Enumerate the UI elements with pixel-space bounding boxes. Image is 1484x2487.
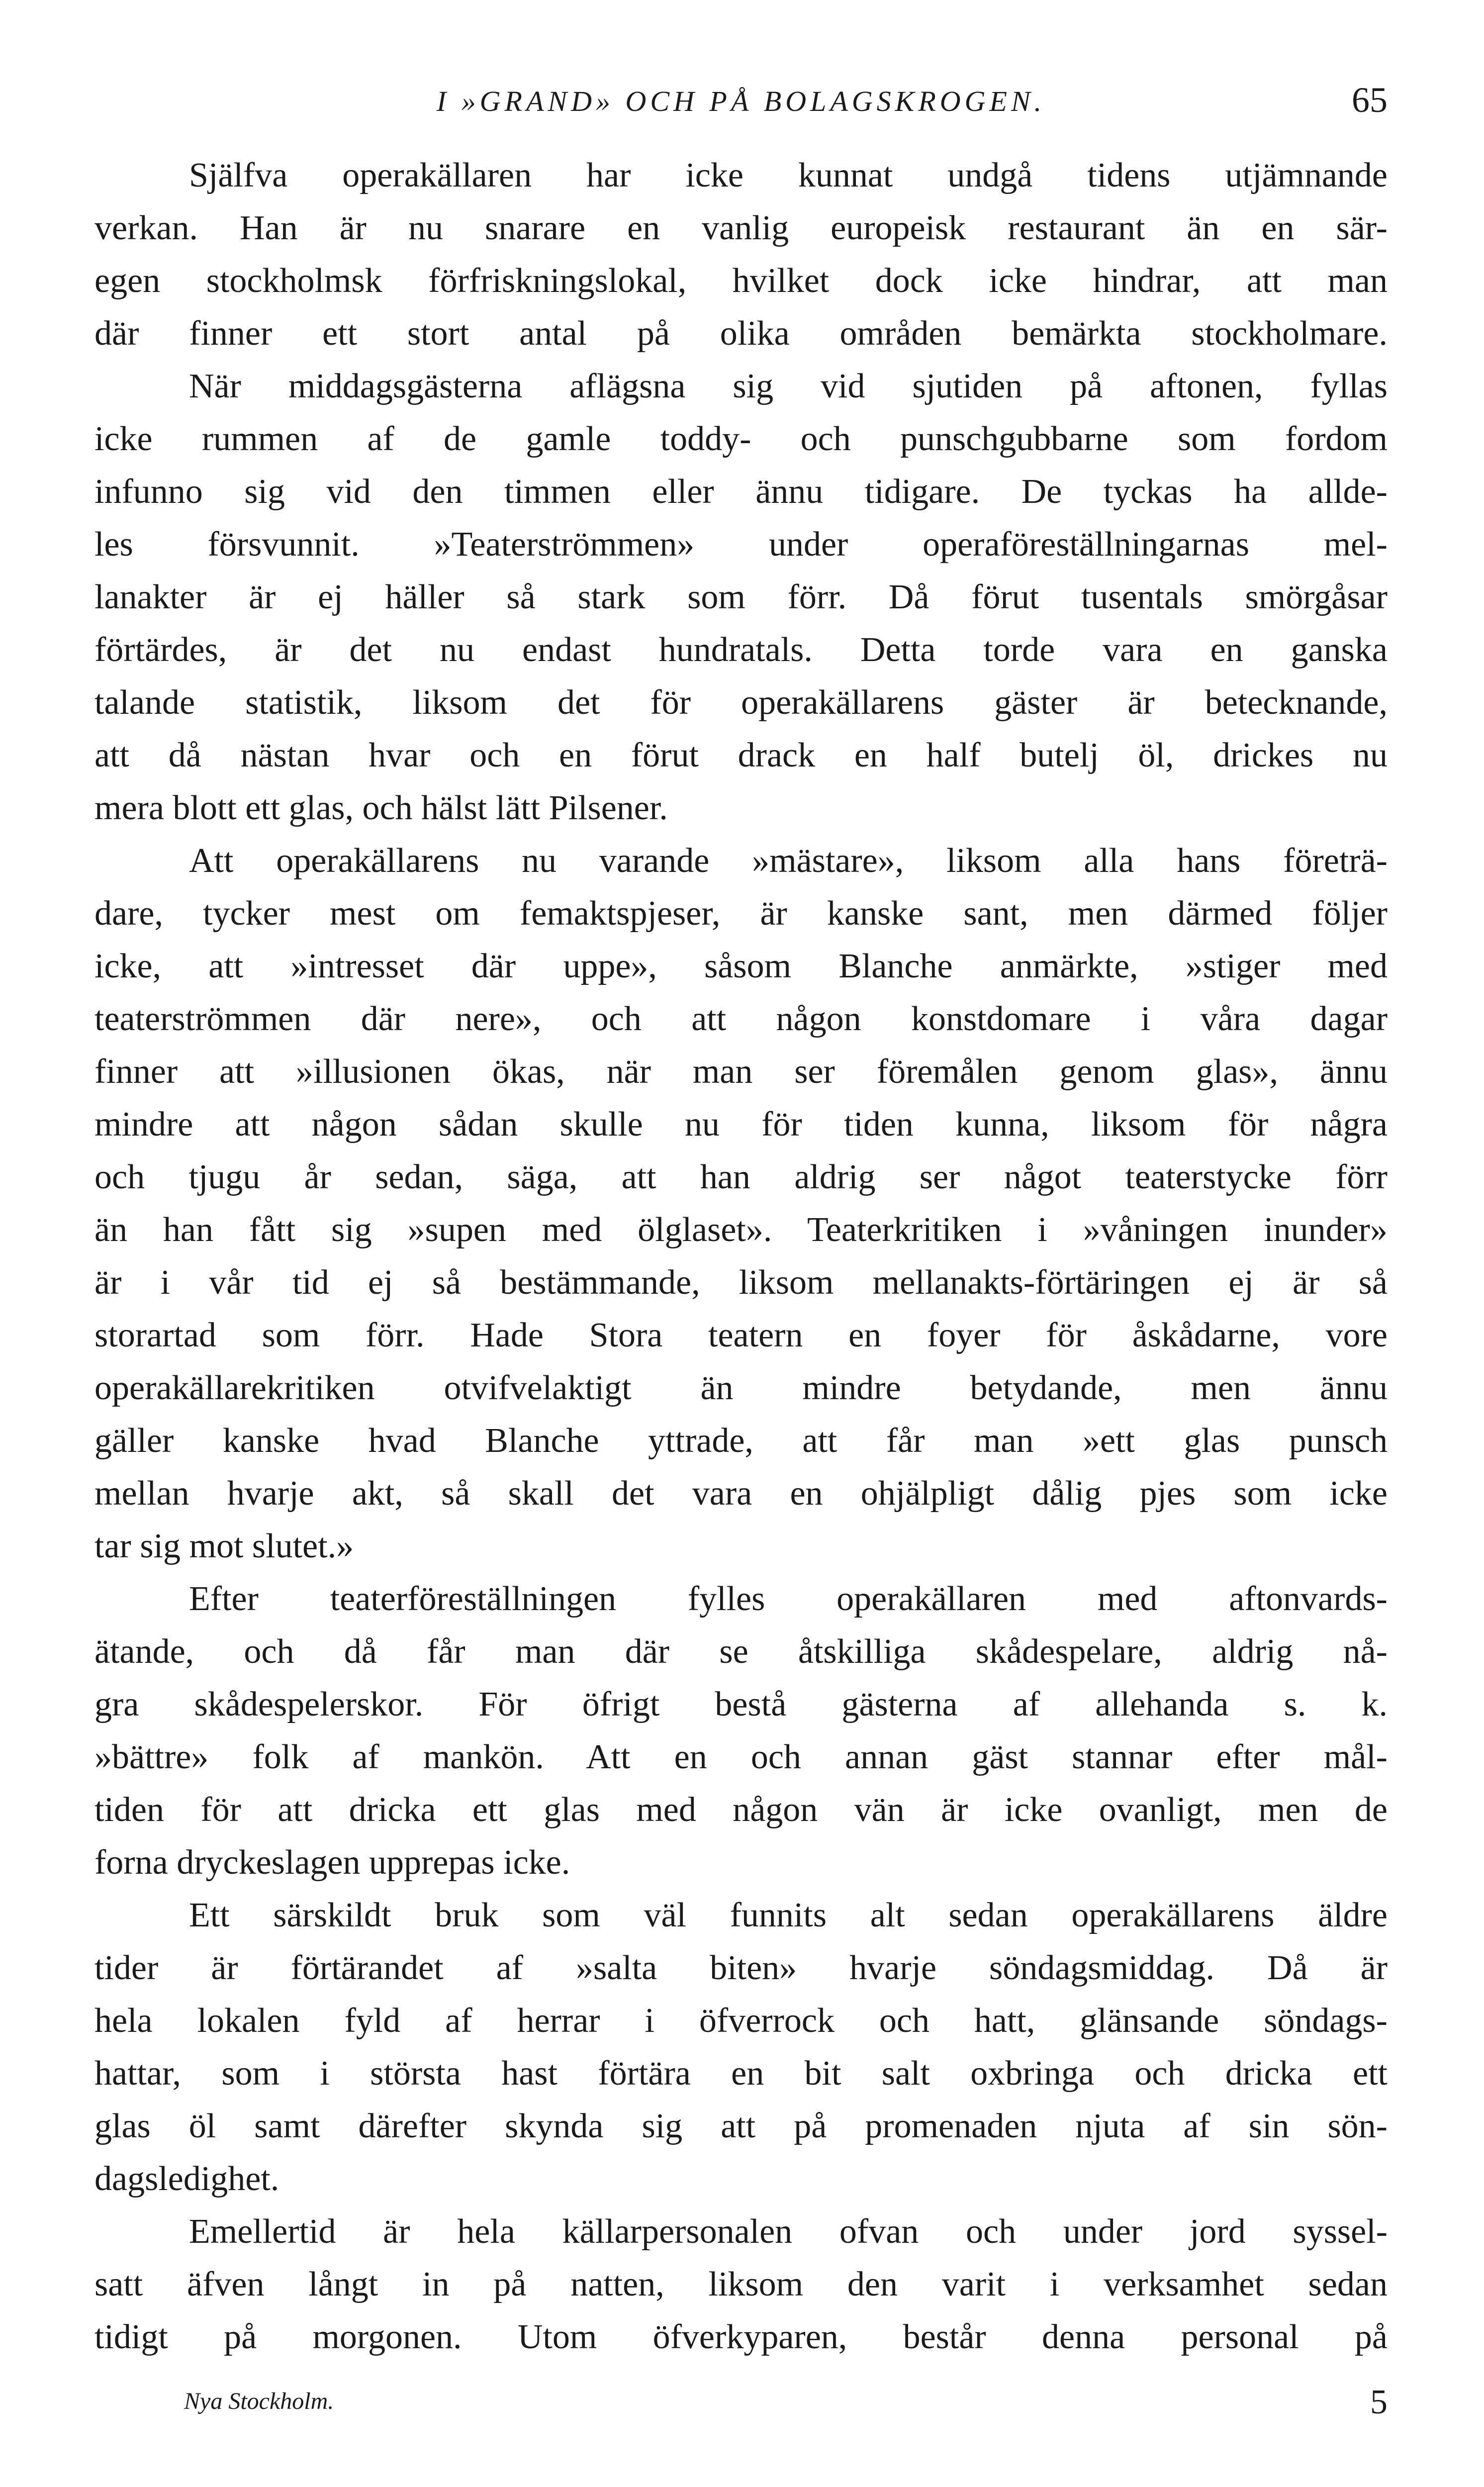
book-title-footer: Nya Stockholm. — [184, 2388, 334, 2414]
text-line: gäller kanske hvad Blanche yttrade, att får man »ett glas punsch — [94, 1422, 1388, 1460]
text-line: tiden för att dricka ett glas med någon vän är icke ovanligt, men de — [94, 1791, 1388, 1829]
text-line: lanakter är ej häller så stark som förr. Då förut tusentals smörgåsar — [94, 578, 1388, 616]
text-line: där finner ett stort antal på olika områden bemärkta stockholmare. — [94, 314, 1388, 353]
text-line: är i vår tid ej så bestämmande, liksom mellanakts-förtäringen ej är så — [94, 1263, 1388, 1302]
page-footer — [94, 2378, 1388, 2437]
text-line: Emellertid är hela källarpersonalen ofvan och under jord syssel- — [189, 2212, 1388, 2251]
text-line: teaterströmmen där nere», och att någon konstdomare i våra dagar — [94, 1000, 1388, 1038]
text-line: icke, att »intresset där uppe», såsom Blanche anmärkte, »stiger med — [94, 947, 1388, 985]
body-text — [94, 149, 1388, 2364]
text-line: les försvunnit. »Teaterströmmen» under operaföreställningarnas mel- — [94, 525, 1388, 564]
text-line: mera blott ett glas, och hälst lätt Pilsener. — [94, 789, 668, 827]
text-line: hela lokalen fyld af herrar i öfverrock och hatt, glänsande söndags- — [94, 2002, 1388, 2040]
text-line: operakällarekritiken otvifvelaktigt än mindre betydande, men ännu — [94, 1369, 1388, 1407]
text-line: mellan hvarje akt, så skall det vara en ohjälpligt dålig pjes som icke — [94, 1474, 1388, 1513]
page-number: 65 — [1352, 80, 1388, 120]
text-line: Själfva operakällaren har icke kunnat undgå tidens utjämnande — [189, 156, 1388, 194]
text-line: icke rummen af de gamle toddy- och punschgubbarne som fordom — [94, 420, 1388, 458]
text-line: Att operakällarens nu varande »mästare», liksom alla hans företrä- — [189, 842, 1388, 880]
text-line: verkan. Han är nu snarare en vanlig europeisk restaurant än en sär- — [94, 209, 1388, 247]
running-title: I »GRAND» OCH PÅ BOLAGSKROGEN. — [436, 85, 1046, 117]
signature-mark: 5 — [1370, 2383, 1388, 2421]
text-line: dagsledighet. — [94, 2160, 279, 2198]
text-line: talande statistik, liksom det för operakällarens gäster är betecknande, — [94, 683, 1388, 722]
text-line: »bättre» folk af mankön. Att en och annan gäst stannar efter mål- — [94, 1738, 1388, 1776]
text-line: När middagsgästerna aflägsna sig vid sjutiden på aftonen, fyllas — [189, 367, 1388, 405]
text-line: förtärdes, är det nu endast hundratals. Detta torde vara en ganska — [94, 631, 1388, 669]
text-line: gra skådespelerskor. För öfrigt bestå gästerna af allehanda s. k. — [94, 1685, 1388, 1723]
text-line: tidigt på morgonen. Utom öfverkyparen, består denna personal på — [94, 2318, 1388, 2356]
text-line: egen stockholmsk förfriskningslokal, hvilket dock icke hindrar, att man — [94, 262, 1388, 300]
text-line: och tjugu år sedan, säga, att han aldrig ser något teaterstycke förr — [94, 1158, 1388, 1196]
text-line: Ett särskildt bruk som väl funnits alt sedan operakällarens äldre — [189, 1896, 1388, 1934]
text-line: satt äfven långt in på natten, liksom den varit i verksamhet sedan — [94, 2265, 1388, 2303]
text-line: tider är förtärandet af »salta biten» hvarje söndagsmiddag. Då är — [94, 1949, 1388, 1987]
text-line: tar sig mot slutet.» — [94, 1527, 354, 1565]
text-line: mindre att någon sådan skulle nu för tiden kunna, liksom för några — [94, 1105, 1388, 1144]
text-line: dare, tycker mest om femaktspjeser, är kanske sant, men därmed följer — [94, 894, 1388, 933]
text-line: finner att »illusionen ökas, när man ser föremålen genom glas», ännu — [94, 1052, 1388, 1091]
text-line: än han fått sig »supen med ölglaset». Teaterkritiken i »våningen inunder» — [94, 1211, 1388, 1249]
text-line: ätande, och då får man där se åtskilliga skådespelare, aldrig nå- — [94, 1632, 1388, 1671]
text-line: att då nästan hvar och en förut drack en half butelj öl, drickes nu — [94, 736, 1388, 774]
text-line: glas öl samt därefter skynda sig att på promenaden njuta af sin sön- — [94, 2107, 1388, 2145]
text-line: storartad som förr. Hade Stora teatern en foyer för åskådarne, vore — [94, 1316, 1388, 1354]
running-head — [94, 80, 1388, 139]
text-line: Efter teaterföreställningen fylles operakällaren med aftonvards- — [189, 1580, 1388, 1618]
text-line: infunno sig vid den timmen eller ännu tidigare. De tyckas ha allde- — [94, 473, 1388, 511]
text-line: hattar, som i största hast förtära en bit salt oxbringa och dricka ett — [94, 2054, 1388, 2093]
text-line: forna dryckeslagen upprepas icke. — [94, 1843, 570, 1882]
